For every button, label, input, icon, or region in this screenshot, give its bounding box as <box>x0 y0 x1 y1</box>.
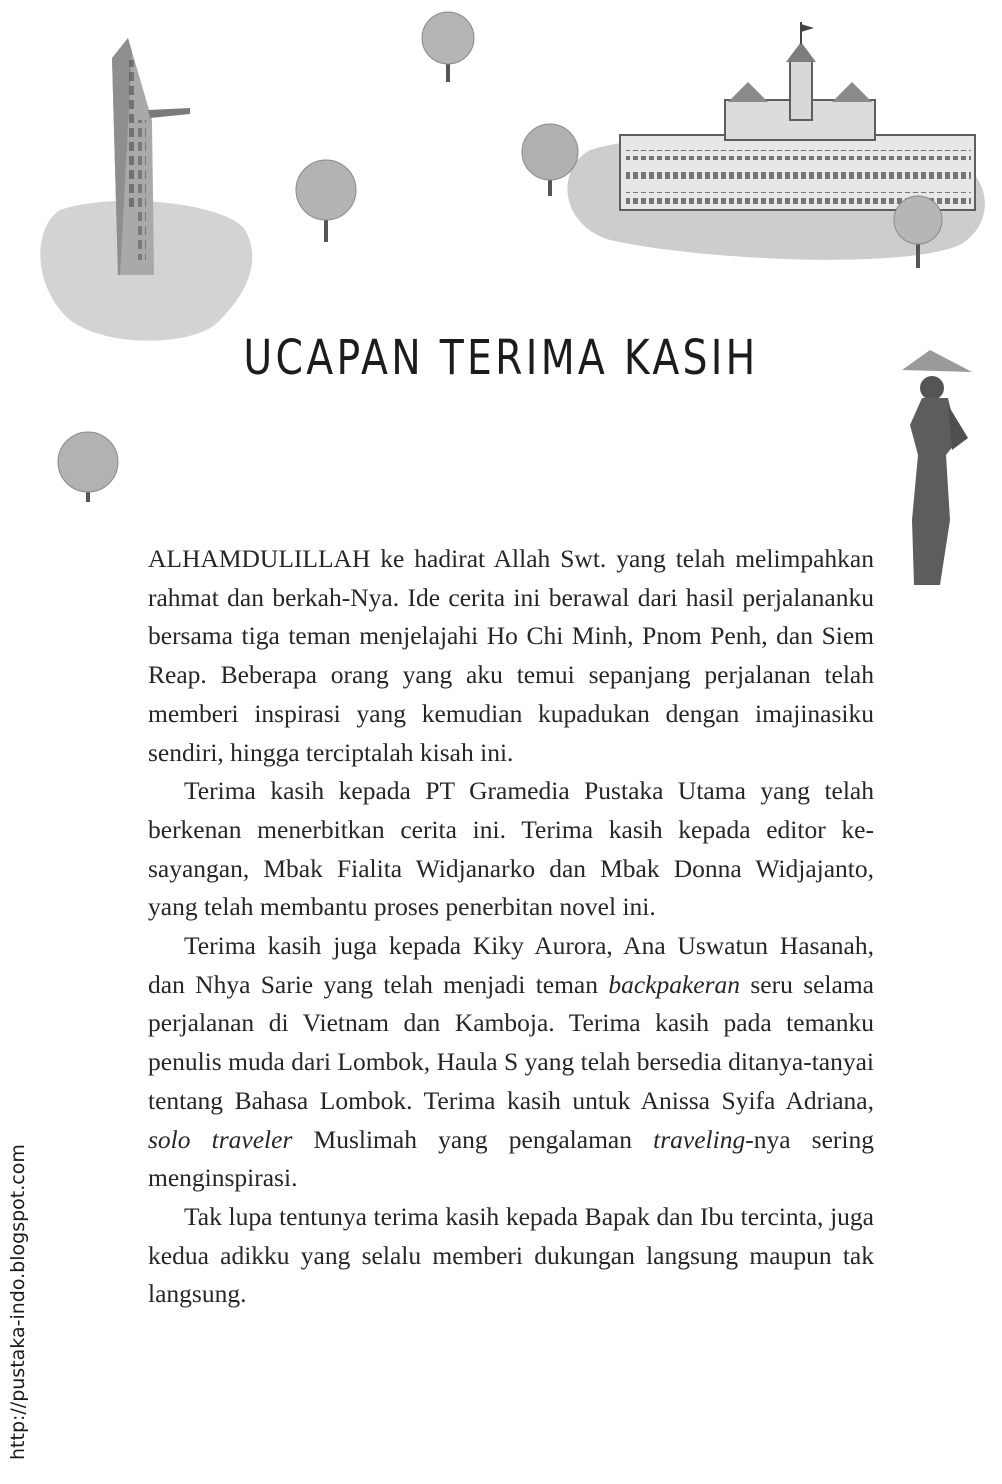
acknowledgements-body <box>148 540 874 1314</box>
text-run: Muslimah yang pengalaman <box>292 1124 654 1154</box>
text-run: seru selama perjalanan di Vietnam dan Kamboja. Terima kasih pada temanku penulis muda dari Lombok, Haula S yang telah bersedia ditanya-tanyai tentang Bahasa Lombok. Terima kasih untuk Anissa Syifa Adriana, <box>148 969 874 1115</box>
tree-icon <box>296 160 356 242</box>
page-title: UCAPAN TERIMA KASIH <box>243 330 759 386</box>
tree-icon <box>58 432 118 502</box>
body-paragraph <box>148 772 874 927</box>
text-run: Terima kasih juga kepada Kiky Aurora, Ana Uswatun Hasanah, dan Nhya Sarie yang telah menjadi teman <box>148 931 874 999</box>
italic-term: backpakeran <box>608 969 741 999</box>
body-paragraph <box>148 1198 874 1314</box>
text-run: Tak lupa tentunya terima kasih kepada Bapak dan Ibu tercinta, juga kedua adikku yang selalu memberi dukungan langsung maupun tak langsung. <box>148 1201 874 1309</box>
tree-icon <box>422 12 474 82</box>
text-run: -nya sering menginspirasi. <box>148 1124 874 1193</box>
side-watermark-url: http://pustaka-indo.blogspot.com <box>7 1144 29 1460</box>
header-illustration <box>0 0 1002 600</box>
italic-term: traveling <box>653 1124 746 1154</box>
body-paragraph <box>148 540 874 772</box>
tree-icon <box>894 196 942 268</box>
body-paragraph <box>148 927 874 1198</box>
text-run: Terima kasih kepada PT Gramedia Pustaka Utama yang telah berkenan menerbitkan cerita ini. Terima kasih kepada editor kesayangan, Mbak Fialita Widjanarko dan Mbak Donna Widjajanto, yang telah membantu proses penerbitan novel ini. <box>148 776 874 922</box>
italic-term: solo traveler <box>148 1124 293 1154</box>
text-run: ALHAMDULILLAH ke hadirat Allah Swt. yang telah melimpahkan rahmat dan berkah-Nya. Ide cerita ini berawal dari hasil perjalananku bersama tiga teman menjelajahi Ho Chi Minh, Pnom Penh, dan Siem Reap. Beberapa orang yang aku temui sepanjang perjalanan telah memberi inspirasi yang kemudian kupadukan dengan imajinasiku sendiri, hingga terciptalah kisah ini. <box>148 544 874 767</box>
woman-ao-dai-icon <box>902 350 972 585</box>
city-hall-building-icon <box>620 22 975 210</box>
